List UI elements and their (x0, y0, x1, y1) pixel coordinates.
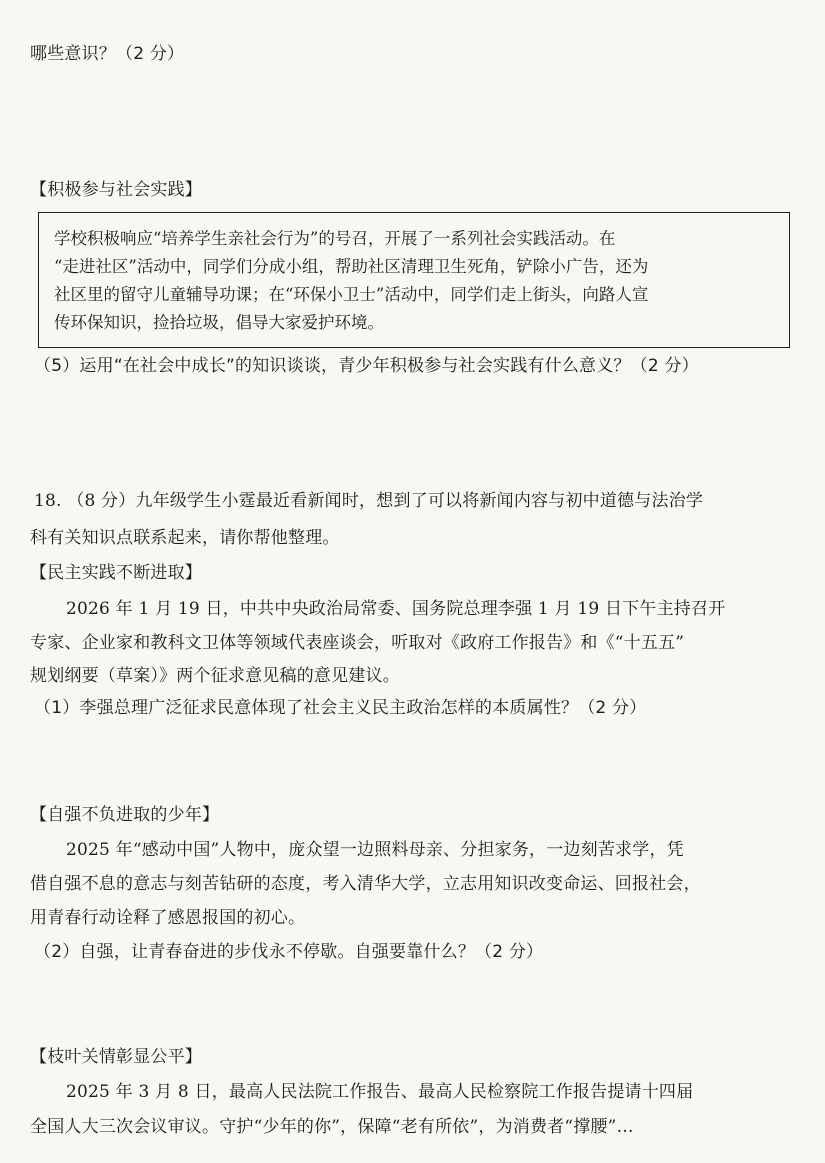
section-heading-practice: 【积极参与社会实践】 (30, 180, 202, 200)
material-line: 全国人大三次会议审议。守护“少年的你”，保障“老有所依”，为消费者“撑腰”… (30, 1117, 634, 1137)
previous-question-tail: 哪些意识？（2 分） (30, 44, 185, 64)
question-2: （2）自强，让青春奋进的步伐永不停歇。自强要靠什么？（2 分） (34, 942, 544, 962)
question-1: （1）李强总理广泛征求民意体现了社会主义民主政治怎样的本质属性？（2 分） (34, 698, 647, 718)
section-heading-democracy: 【民主实践不断进取】 (30, 563, 202, 583)
material-line: 传环保知识，捡拾垃圾，倡导大家爱护环境。 (54, 313, 384, 332)
section-heading-justice: 【枝叶关情彰显公平】 (30, 1047, 202, 1067)
material-line: 2025 年 3 月 8 日，最高人民法院工作报告、最高人民检察院工作报告提请十四届 (66, 1082, 694, 1102)
material-line: “走进社区”活动中，同学们分成小组，帮助社区清理卫生死角，铲除小广告，还为 (54, 257, 649, 276)
section-heading-youth: 【自强不负进取的少年】 (30, 805, 220, 825)
material-line: 用青春行动诠释了感恩报国的初心。 (30, 908, 306, 928)
material-line: 专家、企业家和教科文卫体等领域代表座谈会，听取对《政府工作报告》和《“十五五” (30, 633, 685, 653)
question-18-line-1: 18. （8 分）九年级学生小霆最近看新闻时，想到了可以将新闻内容与初中道德与法治学 (34, 491, 704, 511)
material-line: 2026 年 1 月 19 日，中共中央政治局常委、国务院总理李强 1 月 19 日下午主持召开 (66, 599, 726, 619)
material-line: 学校积极响应“培养学生亲社会行为”的号召，开展了一系列社会实践活动。在 (54, 229, 616, 248)
question-5: （5）运用“在社会中成长”的知识谈谈，青少年积极参与社会实践有什么意义？（2 分） (34, 356, 699, 376)
material-line: 2025 年“感动中国”人物中，庞众望一边照料母亲、分担家务，一边刻苦求学，凭 (66, 840, 684, 860)
question-18-line-2: 科有关知识点联系起来，请你帮他整理。 (30, 528, 340, 548)
material-line: 社区里的留守儿童辅导功课；在“环保小卫士”活动中，同学们走上街头，向路人宣 (54, 285, 649, 304)
material-box-practice (38, 212, 790, 348)
material-line: 规划纲要（草案）》两个征求意见稿的意见建议。 (30, 666, 400, 686)
material-line: 借自强不息的意志与刻苦钻研的态度，考入清华大学，立志用知识改变命运、回报社会， (30, 874, 701, 894)
